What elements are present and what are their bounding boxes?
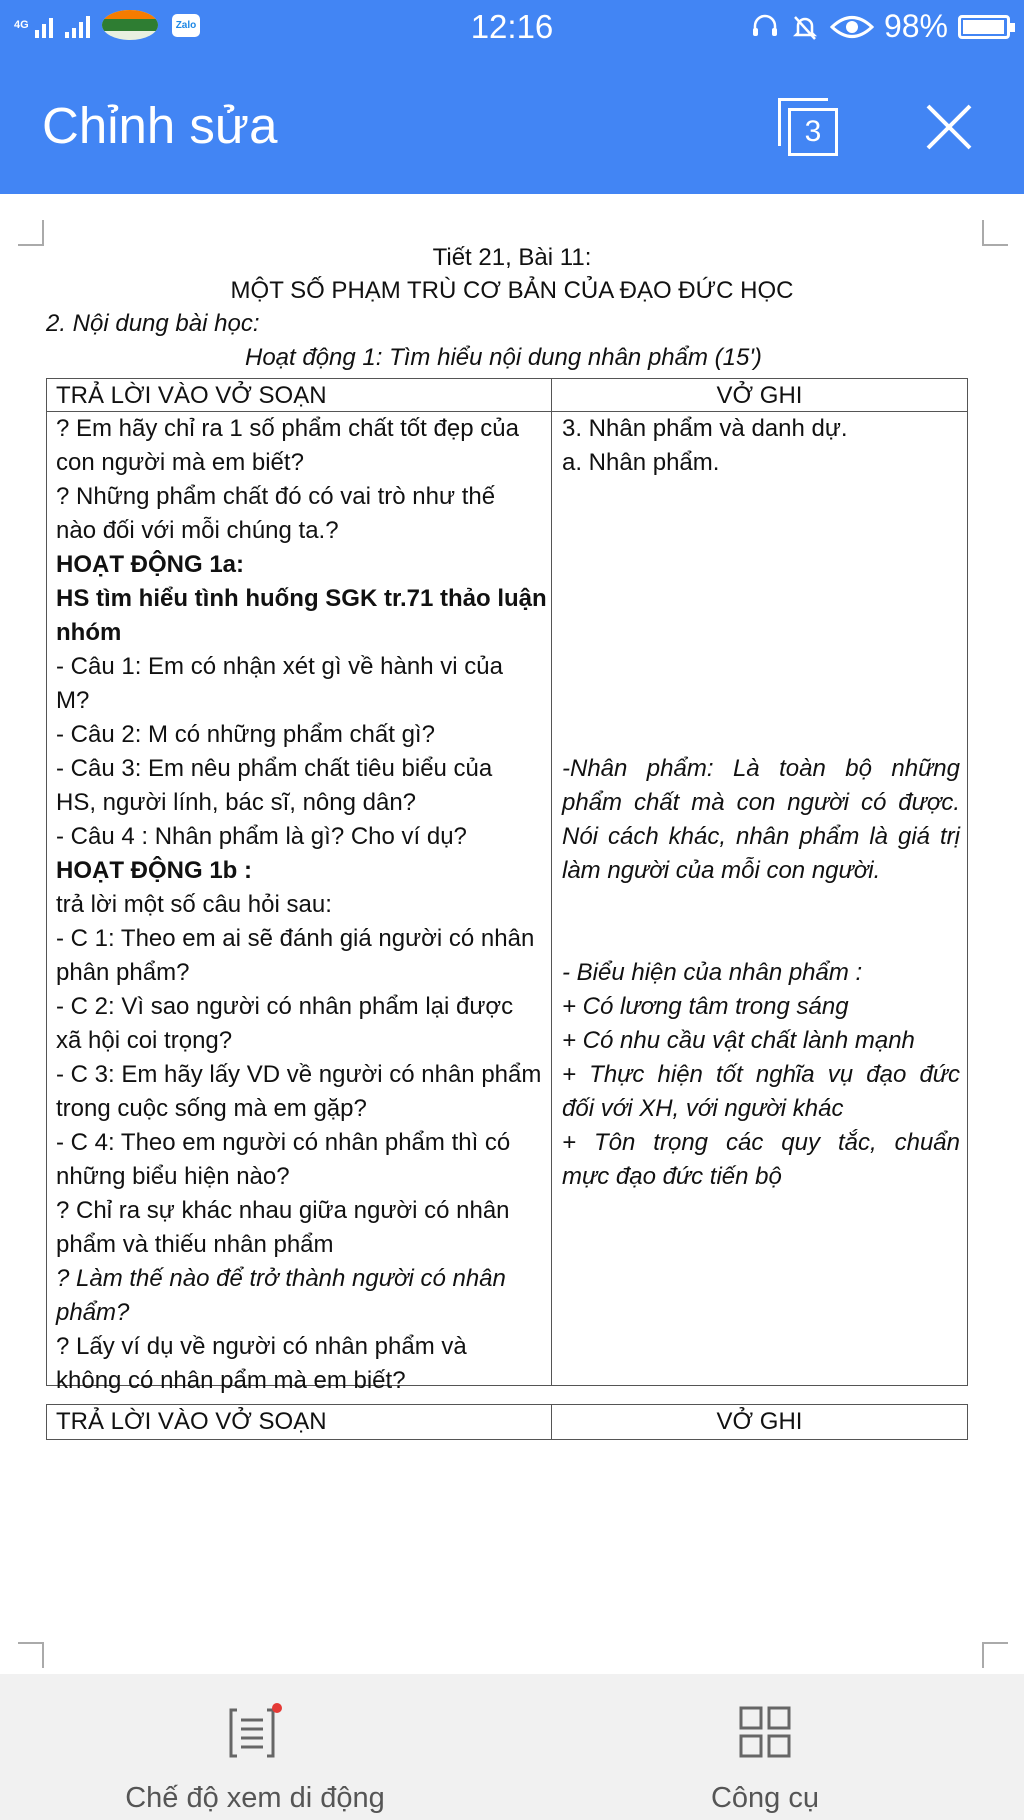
activity-heading: Hoạt động 1: Tìm hiểu nội dung nhân phẩm (15') bbox=[245, 344, 762, 371]
notes-line: đối với XH, với người khác bbox=[562, 1095, 844, 1122]
table-line: - Câu 1: Em có nhận xét gì về hành vi của bbox=[56, 653, 503, 680]
header-right: VỞ GHI bbox=[716, 382, 803, 409]
expression-block bbox=[562, 956, 960, 1194]
page-corner-mark bbox=[982, 220, 1008, 246]
table-line: - C 2: Vì sao người có nhân phẩm lại được bbox=[56, 993, 514, 1020]
notes-line: + Có lương tâm trong sáng bbox=[562, 993, 849, 1020]
mobile-view-label: Chế độ xem di động bbox=[125, 1782, 385, 1814]
mobile-view-icon bbox=[225, 1702, 285, 1762]
eye-icon bbox=[830, 12, 874, 42]
table-line: - C 3: Em hãy lấy VD về người có nhân phẩm bbox=[56, 1061, 542, 1088]
page-title: Chỉnh sửa bbox=[42, 97, 278, 154]
document-page[interactable] bbox=[0, 194, 1024, 1674]
column-divider bbox=[551, 379, 552, 1385]
table-line: con người mà em biết? bbox=[56, 449, 304, 476]
table-line: ? Những phẩm chất đó có vai trò như thế bbox=[56, 483, 496, 510]
notes-line: làm người của mỗi con người. bbox=[562, 857, 881, 884]
table-line: - Câu 3: Em nêu phẩm chất tiêu biểu của bbox=[56, 755, 493, 782]
battery-percent: 98% bbox=[883, 8, 948, 44]
headset-icon bbox=[750, 12, 780, 42]
mobile-view-button[interactable] bbox=[100, 1674, 410, 1820]
notes-line: + Tôn trọng các quy tắc, chuẩn bbox=[562, 1129, 960, 1156]
table-line: ? Em hãy chỉ ra 1 số phẩm chất tốt đẹp của bbox=[56, 415, 519, 442]
tab-count-badge: 3 bbox=[788, 108, 838, 156]
table-line: nhóm bbox=[56, 619, 122, 646]
network-type: 4G bbox=[14, 18, 29, 31]
lesson-table-2 bbox=[46, 1404, 968, 1440]
header-left: TRẢ LỜI VÀO VỞ SOẠN bbox=[56, 1408, 327, 1435]
table-line: ? Làm thế nào để trở thành người có nhân bbox=[56, 1265, 506, 1292]
right-column-headings bbox=[562, 412, 848, 480]
table-line: phân phẩm? bbox=[56, 959, 190, 986]
table-line: phẩm và thiếu nhân phẩm bbox=[56, 1231, 334, 1258]
table-line: không có nhân pẩm mà em biết? bbox=[56, 1367, 406, 1394]
table-line: - C 4: Theo em người có nhân phẩm thì có bbox=[56, 1129, 511, 1156]
header-left: TRẢ LỜI VÀO VỞ SOẠN bbox=[56, 382, 327, 409]
table-line: phẩm? bbox=[56, 1299, 130, 1326]
page-corner-mark bbox=[18, 220, 44, 246]
table-line: trả lời một số câu hỏi sau: bbox=[56, 891, 332, 918]
tools-button[interactable] bbox=[660, 1674, 870, 1820]
page-corner-mark bbox=[18, 1642, 44, 1668]
table-line: - Câu 2: M có những phẩm chất gì? bbox=[56, 721, 435, 748]
notes-line: + Có nhu cầu vật chất lành mạnh bbox=[562, 1027, 915, 1054]
table-line: xã hội coi trọng? bbox=[56, 1027, 233, 1054]
table-line: HS tìm hiểu tình huống SGK tr.71 thảo luận bbox=[56, 585, 547, 612]
table-line: HOẠT ĐỘNG 1b : bbox=[56, 857, 252, 884]
app-bar bbox=[0, 52, 1024, 194]
lesson-table bbox=[46, 378, 968, 1394]
notes-line: Nói cách khác, nhân phẩm là giá trị bbox=[562, 823, 960, 850]
tabs-button[interactable] bbox=[776, 96, 842, 156]
table-line: trong cuộc sống mà em gặp? bbox=[56, 1095, 367, 1122]
battery-icon bbox=[958, 15, 1010, 39]
page-corner-mark bbox=[982, 1642, 1008, 1668]
close-button[interactable] bbox=[920, 98, 978, 156]
table-line: M? bbox=[56, 687, 90, 714]
lesson-number: Tiết 21, Bài 11: bbox=[432, 244, 592, 271]
left-column bbox=[56, 412, 547, 1398]
table-line: HS, người lính, bác sĩ, nông dân? bbox=[56, 789, 417, 816]
table-line: nào đối với mỗi chúng ta.? bbox=[56, 517, 339, 544]
table-line: những biểu hiện nào? bbox=[56, 1163, 290, 1190]
table-line: - C 1: Theo em ai sẽ đánh giá người có nhân bbox=[56, 925, 535, 952]
bottom-toolbar bbox=[0, 1674, 1024, 1820]
tools-label: Công cụ bbox=[710, 1782, 819, 1814]
table-line: HOẠT ĐỘNG 1a: bbox=[56, 551, 245, 578]
table-line: ? Chỉ ra sự khác nhau giữa người có nhân bbox=[56, 1197, 510, 1224]
notes-heading: 3. Nhân phẩm và danh dự. bbox=[562, 415, 848, 442]
status-right bbox=[750, 8, 1010, 45]
definition-block bbox=[562, 752, 960, 888]
close-icon bbox=[920, 98, 978, 156]
notes-line: - Biểu hiện của nhân phẩm : bbox=[562, 959, 863, 986]
status-bar bbox=[0, 0, 1024, 52]
notes-line: -Nhân phẩm: Là toàn bộ những bbox=[562, 755, 960, 782]
notes-subheading: a. Nhân phẩm. bbox=[562, 449, 720, 476]
table-header-row bbox=[47, 379, 967, 412]
table-line: - Câu 4 : Nhân phẩm là gì? Cho ví dụ? bbox=[56, 823, 467, 850]
lesson-title: MỘT SỐ PHẠM TRÙ CƠ BẢN CỦA ĐẠO ĐỨC HỌC bbox=[230, 277, 794, 304]
clock: 12:16 bbox=[470, 8, 554, 45]
zalo-icon: Zalo bbox=[172, 14, 201, 37]
notes-line: + Thực hiện tốt nghĩa vụ đạo đức bbox=[562, 1061, 960, 1088]
header-right: VỞ GHI bbox=[716, 1408, 803, 1435]
notes-line: phẩm chất mà con người có được. bbox=[562, 789, 960, 816]
section-heading: 2. Nội dung bài học: bbox=[46, 310, 260, 337]
grid-icon bbox=[735, 1702, 795, 1762]
bell-muted-icon bbox=[790, 12, 820, 42]
table-line: ? Lấy ví dụ về người có nhân phẩm và bbox=[56, 1333, 467, 1360]
notes-line: mực đạo đức tiến bộ bbox=[562, 1163, 782, 1190]
